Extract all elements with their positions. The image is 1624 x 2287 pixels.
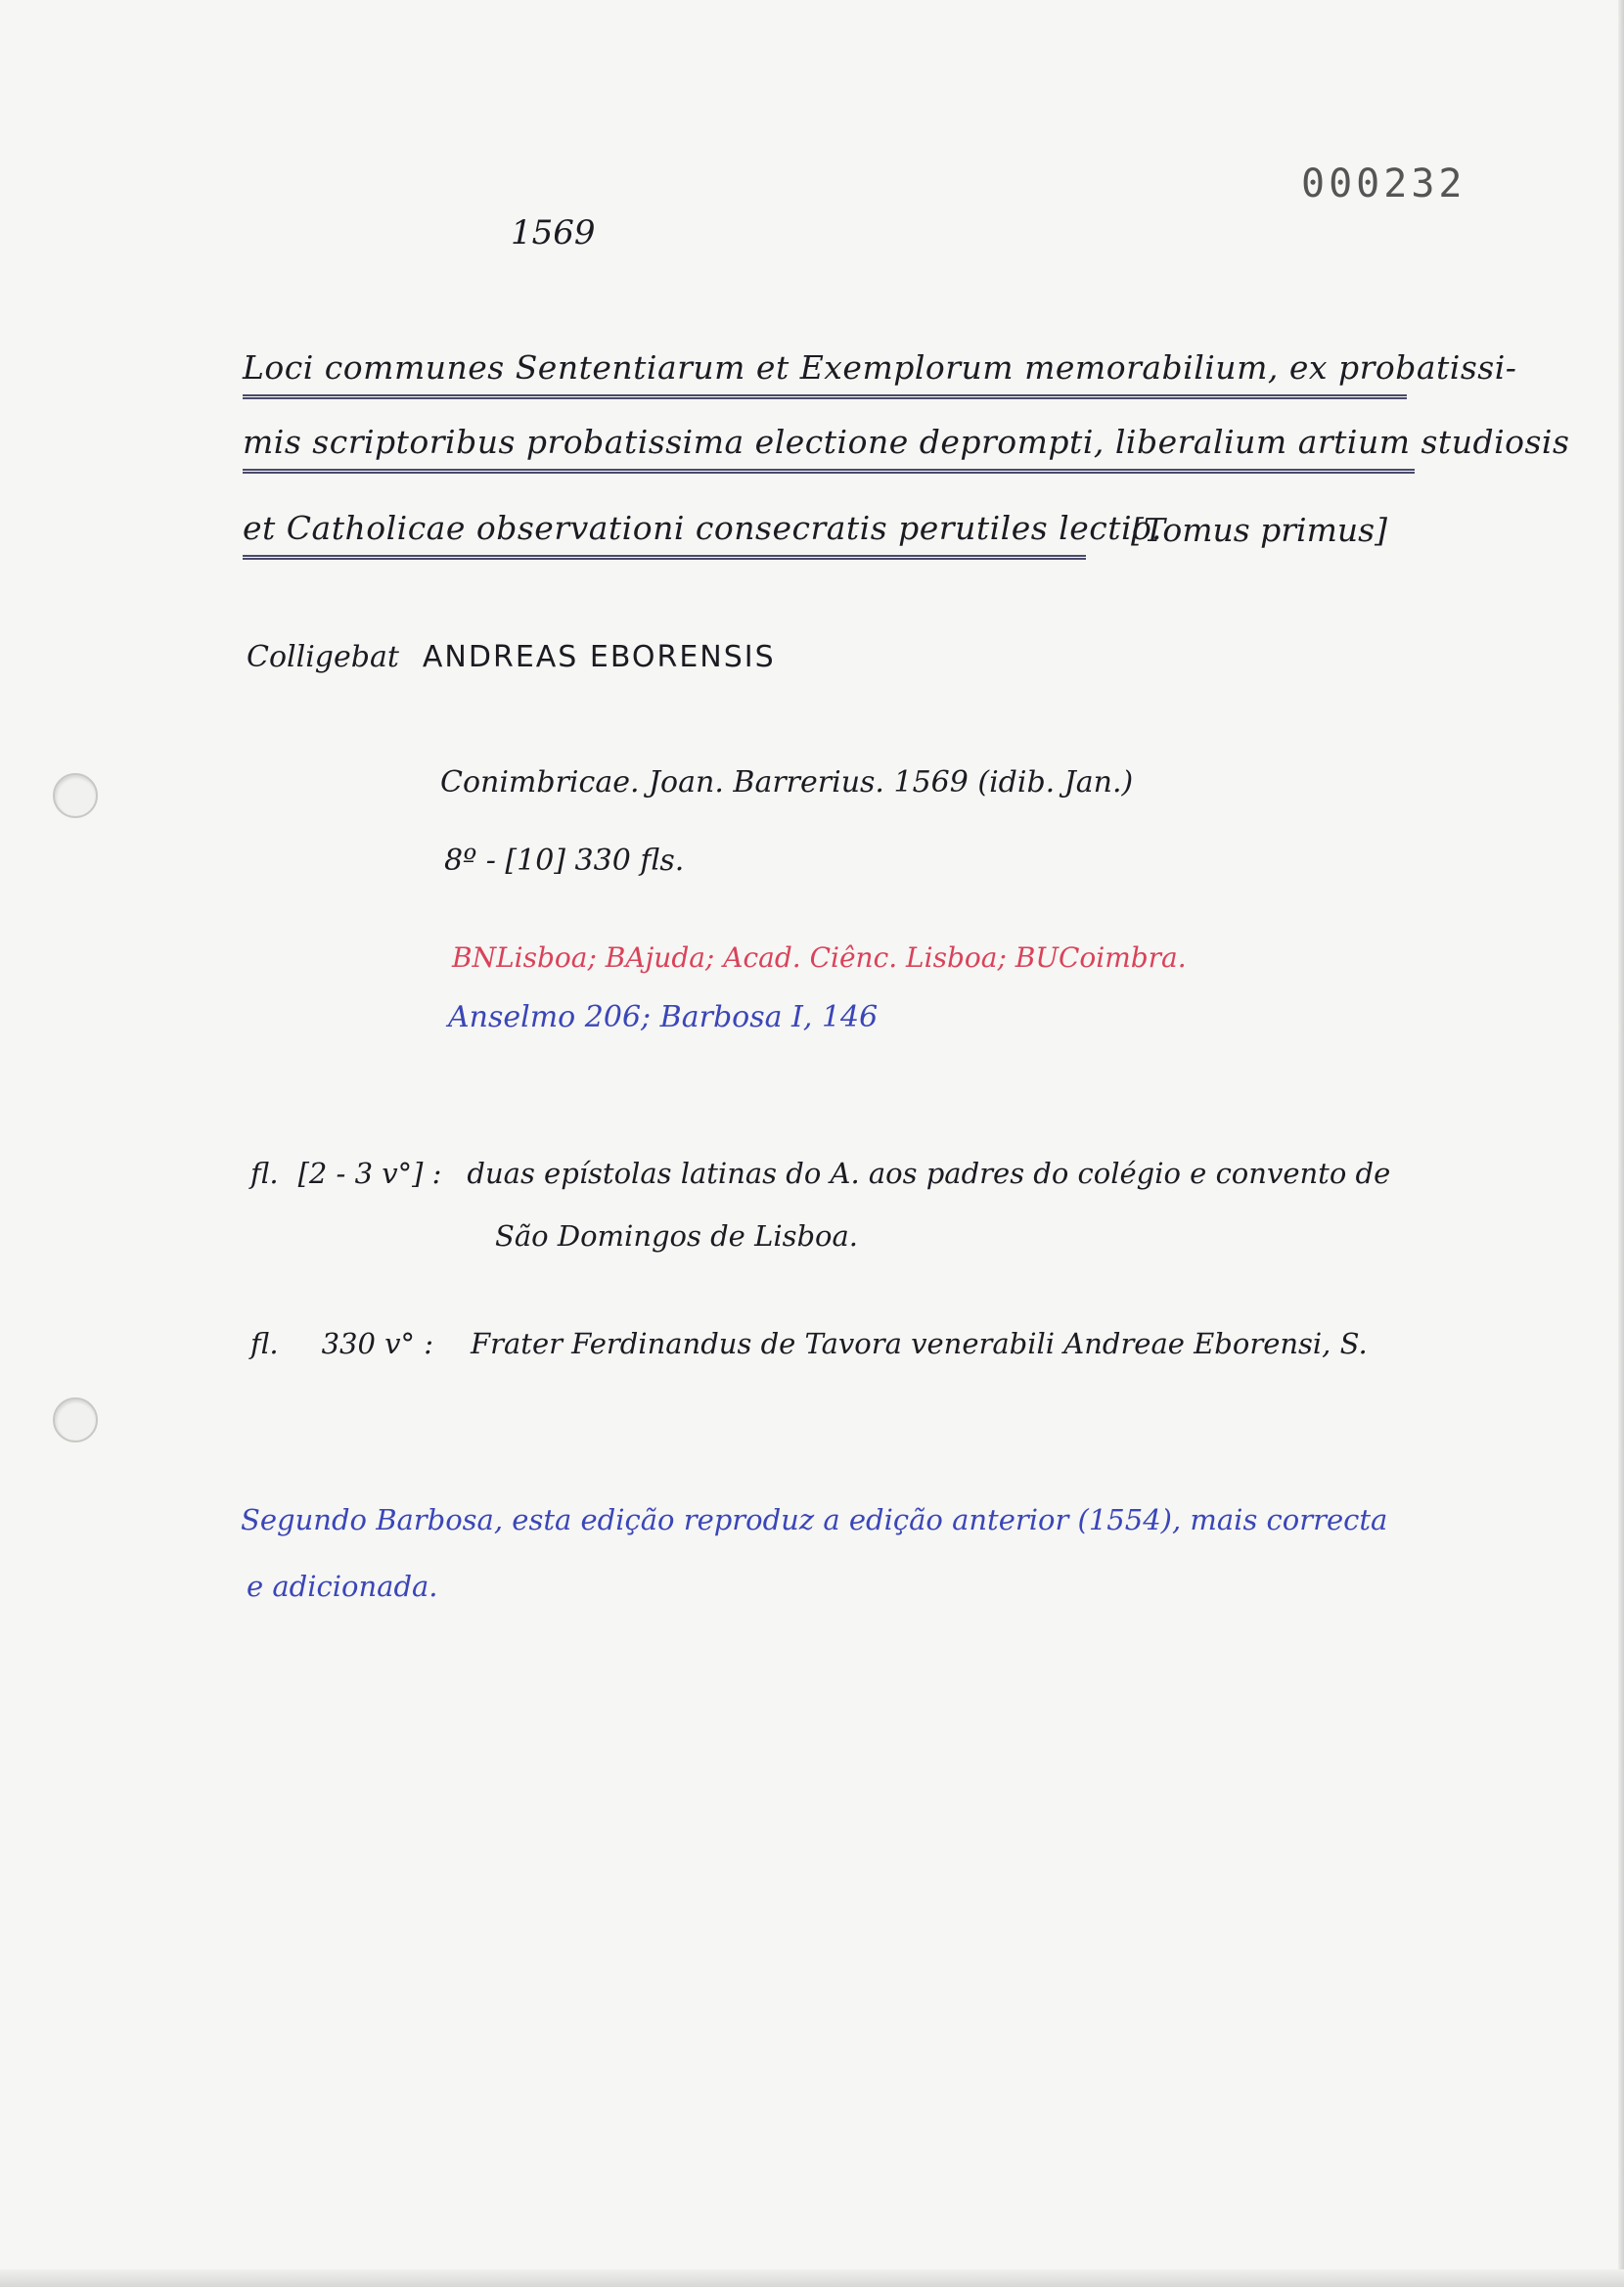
contents-entry-2 xyxy=(250,1327,1368,1360)
punch-hole-bottom xyxy=(53,1397,98,1442)
title-line-1: Loci communes Sententiarum et Exemplorum memorabilium, ex probatissi- xyxy=(243,348,1407,399)
year: 1569 xyxy=(511,213,596,252)
author-name: ANDREAS EBORENSIS xyxy=(422,640,776,674)
contents-entry-1 xyxy=(250,1157,1390,1190)
stamp-number: 000232 xyxy=(1301,161,1466,206)
volume-note: [Tomus primus] xyxy=(1131,511,1387,549)
title-line-2: mis scriptoribus probatissima electione deprompti, liberalium artium studiosis xyxy=(243,423,1415,474)
author-label: Colligebat xyxy=(247,640,399,674)
folio-description: Frater Ferdinandus de Tavora venerabili Andreae Eborensi, S. xyxy=(471,1327,1368,1360)
title-line-3: et Catholicae observationi consecratis perutiles lectio. xyxy=(243,509,1086,560)
collation: 8º - [10] 330 fls. xyxy=(444,844,685,878)
folio-prefix: fl. xyxy=(250,1157,279,1190)
folio-range: 330 v° : xyxy=(321,1327,434,1360)
folio-prefix: fl. xyxy=(250,1327,279,1360)
punch-hole-top xyxy=(53,773,98,818)
note-line-2: e adicionada. xyxy=(247,1570,438,1603)
folio-range: [2 - 3 v°] : xyxy=(297,1157,442,1190)
imprint: Conimbricae. Joan. Barrerius. 1569 (idib. Jan.) xyxy=(440,765,1134,800)
bibliographic-references: Anselmo 206; Barbosa I, 146 xyxy=(448,1000,879,1034)
note-line-1: Segundo Barbosa, esta edição reproduz a edição anterior (1554), mais correcta xyxy=(241,1503,1388,1536)
author-line xyxy=(247,640,776,674)
folio-description: duas epístolas latinas do A. aos padres do colégio e convento de xyxy=(467,1157,1391,1190)
page-edge-right xyxy=(1618,0,1624,2287)
library-holdings: BNLisboa; BAjuda; Acad. Ciênc. Lisboa; BUCoimbra. xyxy=(452,941,1187,974)
contents-entry-1-continuation: São Domingos de Lisboa. xyxy=(495,1219,859,1253)
page-edge-bottom xyxy=(0,2269,1624,2287)
